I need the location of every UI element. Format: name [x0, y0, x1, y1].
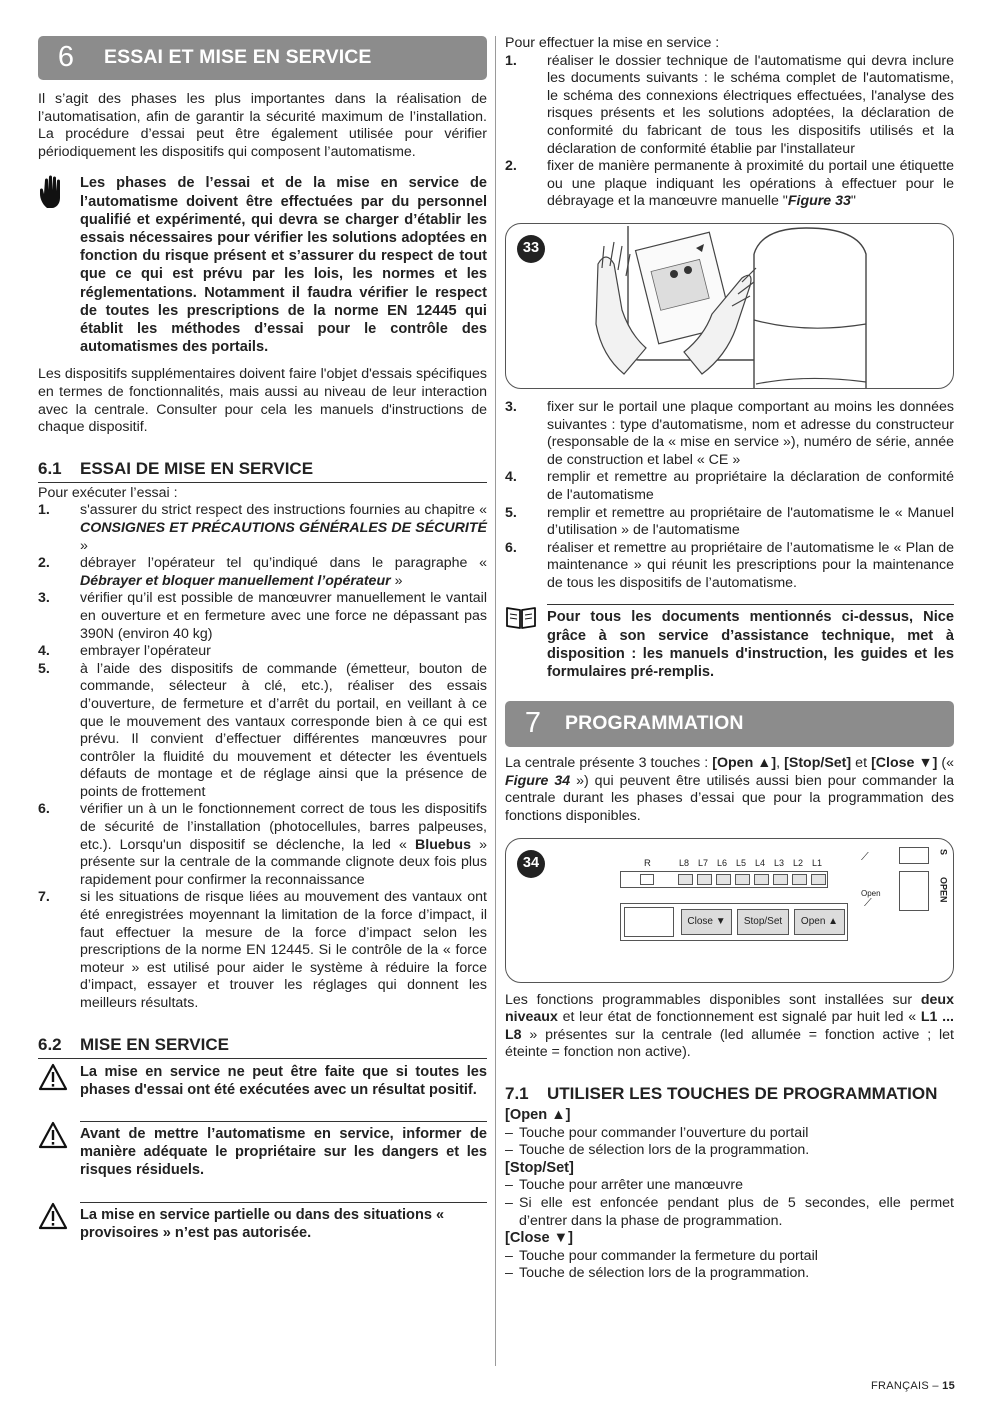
- item-text: remplir et remettre au propriétaire la déclaration de conformité de l'automatisme: [547, 469, 954, 503]
- item-text: [80, 801, 487, 889]
- section-title: UTILISER LES TOUCHES DE PROGRAMMATION: [547, 1084, 938, 1104]
- commissioning-steps-list-b: [505, 399, 954, 593]
- stop-hand-icon: [38, 174, 80, 356]
- left-column: [38, 36, 487, 1242]
- item-text-main: vérifier un à un le fonctionnement correct de tous les dispositifs de sécurité de l’installation (photocellules, barres palpeuses, etc.). Lorsqu'un dispositif se déclenche, la led «: [80, 801, 487, 853]
- release-label-illustration: [506, 224, 953, 389]
- footer-language: FRANÇAIS –: [871, 1380, 943, 1392]
- stop-set-key-heading: [Stop/Set]: [505, 1159, 574, 1176]
- warning-triangle-icon: [38, 1121, 80, 1180]
- programmable-levels-paragraph: [505, 992, 954, 1062]
- figure-reference: Figure 33: [787, 193, 851, 210]
- chapter-7-header: [505, 701, 954, 747]
- text-run: et leur état de fonctionnement est signalé par huit led «: [557, 1009, 921, 1026]
- led-label: L5: [736, 857, 747, 868]
- list-item: – Touche pour arrêter une manœuvre: [505, 1177, 743, 1194]
- blank-key: [624, 907, 674, 937]
- text-run: («: [937, 755, 955, 772]
- item-text: [80, 555, 487, 590]
- warning-box: [38, 1121, 487, 1180]
- terminal-block-open: [899, 871, 929, 911]
- item-number: 2.: [38, 555, 50, 572]
- led-label: L4: [755, 857, 766, 868]
- close-key-list: [505, 1248, 954, 1283]
- led-indicator: [697, 874, 712, 885]
- warning-text: La mise en service ne peut être faite que si toutes les phases d'essai ont été exécutées avec un résultat positif.: [80, 1063, 487, 1098]
- warning-box: [38, 1063, 487, 1099]
- stop-set-key-list: [505, 1177, 954, 1230]
- item-text: remplir et remettre au propriétaire de l'automatisme le « Manuel d’utilisation » de l'automatisme: [547, 504, 954, 539]
- list-item: – Touche pour commander l’ouverture du portail: [505, 1124, 809, 1141]
- item-text: à l’aide des dispositifs de commande (émetteur, bouton de commande, sélecteur à clé, etc.), réaliser des essais d’ouverture, de fermeture et d’arrêt du portail, en veillant à ce que le mouvement des vantaux corresponde bien à ce qui est prévu. Il convient d’effectuer différentes manœuvres pour contrôler la fluidité du mouvement et détecter les éventuels défauts de montage et de réglage ainsi que la présence de points de frottement: [80, 660, 487, 800]
- text-run: ») qui peuvent être utilisés aussi bien pour commander la centrale durant les phases d’essai que pour la programmation des fonctions disponibles.: [505, 772, 954, 825]
- item-number: 7.: [38, 889, 50, 906]
- reset-led: [640, 874, 654, 885]
- text-run: ,: [776, 755, 785, 772]
- text-run: La centrale présente 3 touches :: [505, 755, 713, 772]
- control-panel-illustration: [506, 839, 953, 983]
- keys-description: [505, 1107, 954, 1283]
- list-item: [38, 555, 487, 590]
- close-button[interactable]: Close ▼: [681, 909, 732, 935]
- open-key-label: [Open ▲]: [712, 755, 777, 772]
- item-number: 4.: [38, 643, 50, 660]
- list-item: [38, 889, 487, 1012]
- hand-warning-text: Les phases de l’essai et de la mise en service de l’automatisme doivent être effectuées par du personnel qualifié et expérimenté, qui devra se charger d’établir les essais nécessaires pour vérifier les solutions adoptées en fonction du risque présent et s’assurer du respect de tout que ce qui est prévu par les lois, les normes et les réglementations. Notamment il faudra vérifier le respect de toutes les prescriptions de la norme EN 12445 qui établit les méthodes d’essai pour le contrôle des automatismes des portails.: [80, 175, 487, 356]
- item-text: Touche pour arrêter une manœuvre: [519, 1177, 743, 1194]
- list-item: [505, 540, 954, 593]
- list-item: [505, 505, 954, 540]
- section-6-1-lead: Pour exécuter l’essai :: [38, 484, 178, 501]
- item-number: 1.: [38, 502, 50, 519]
- section-7-1-heading: [505, 1084, 954, 1103]
- list-item: – Touche de sélection lors de la programmation.: [505, 1265, 810, 1282]
- item-text: si les situations de risque liées au mouvement des vantaux ont été enregistrées moyennant la limitation de la force d’impact, il faut effectuer la mesure de la force d’impact selon les prescriptions de la norme EN 12445. Si le contrôle de la « force moteur » est utilisé pour aider le système à réduire la force d’impact, essayer et trouver les réglages qui donnent les meilleurs résultats.: [80, 889, 487, 1011]
- led-label: L8: [679, 857, 690, 868]
- item-text-end: »: [390, 572, 403, 589]
- figure-number-badge: 33: [517, 235, 545, 263]
- supplementary-devices-paragraph: Les dispositifs supplémentaires doivent faire l'objet d'essais spécifiques en termes de fonctionnalités, mais aussi au niveau de leur interaction avec la centrale. Consulter pour cela les manuels d'instructions de chaque dispositif.: [38, 366, 487, 436]
- terminal-s-label: S: [938, 848, 949, 855]
- list-item: – Si elle est enfoncée pendant plus de 5 secondes, elle permet d’entrer dans la phase de programmation.: [505, 1195, 954, 1229]
- led-indicator: [811, 874, 826, 885]
- item-number: 4.: [505, 469, 517, 486]
- section-number: 6.2: [38, 1034, 62, 1054]
- right-column: [505, 35, 954, 1283]
- terminal-block-s: [899, 847, 929, 864]
- warning-box: [38, 1202, 487, 1242]
- chapter-number: 6: [57, 41, 75, 74]
- list-item: [38, 643, 487, 661]
- stop-set-button[interactable]: Stop/Set: [737, 909, 789, 935]
- reset-led-label: R: [644, 857, 651, 869]
- section-number: 7.1: [505, 1084, 529, 1104]
- list-item: [38, 801, 487, 889]
- list-item: – Touche de sélection lors de la programmation.: [505, 1142, 810, 1159]
- switch-symbol-icon: ⟋: [861, 850, 869, 863]
- item-text-main: débrayer l’opérateur tel qu’indiqué dans le paragraphe «: [80, 555, 487, 572]
- figure-reference: Figure 34: [505, 772, 571, 789]
- item-text-end: » présente sur la centrale de la commande clignote deux fois plus rapidement pour confirmer la reconnaissance: [80, 836, 487, 888]
- figure-number-badge: 34: [517, 850, 545, 878]
- warning-text: La mise en service partielle ou dans des situations « provisoires » n’est pas autorisée.: [80, 1202, 487, 1242]
- list-item: [38, 502, 487, 555]
- item-number: 5.: [505, 504, 517, 521]
- led-row: [678, 874, 826, 885]
- item-number: 3.: [38, 590, 50, 607]
- led-indicator: [678, 874, 693, 885]
- chapter-reference: CONSIGNES ET PRÉCAUTIONS GÉNÉRALES DE SÉCURITÉ: [80, 519, 487, 536]
- commissioning-lead: Pour effectuer la mise en service :: [505, 35, 720, 51]
- item-text: fixer sur le portail une plaque comportant au moins les données suivantes : type d'automatisme, nom et adresse du constructeur (responsable de la « mise en service »), numéro de série, année de construction et label « CE »: [547, 398, 954, 468]
- bluebus-label: Bluebus: [415, 836, 471, 853]
- list-item: [38, 590, 487, 643]
- led-labels-row: [679, 855, 831, 873]
- text-run: » présentes sur la centrale (led allumée = fonction active ; let éteinte = fonction non active).: [505, 1026, 954, 1061]
- warning-text: Avant de mettre l’automatisme en service, informer de manière adéquate le propriétaire sur les dangers et les risques résiduels.: [80, 1121, 487, 1180]
- page-footer: [871, 1378, 955, 1396]
- programming-intro: [505, 755, 954, 825]
- paragraph-reference: Débrayer et bloquer manuellement l’opérateur: [80, 572, 391, 589]
- led-label: L1: [812, 857, 823, 868]
- list-item: – Touche pour commander la fermeture du portail: [505, 1247, 818, 1264]
- bold-text: deux niveaux: [505, 991, 954, 1026]
- item-text: [547, 158, 954, 211]
- chapter-number: 7: [524, 707, 542, 740]
- item-number: 5.: [38, 660, 50, 677]
- item-number: 2.: [505, 158, 517, 175]
- item-text-main: s'assurer du strict respect des instructions fournies au chapitre «: [80, 502, 487, 519]
- documents-note: [505, 604, 954, 681]
- list-item: [505, 469, 954, 504]
- chapter-title: ESSAI ET MISE EN SERVICE: [104, 46, 372, 69]
- led-indicator: [792, 874, 807, 885]
- item-number: 6.: [38, 801, 50, 818]
- section-6-1-heading: [38, 459, 487, 483]
- list-item: [505, 158, 954, 211]
- text-run: Les fonctions programmables disponibles sont installées sur: [505, 991, 921, 1008]
- led-indicator: [754, 874, 769, 885]
- item-text: [80, 502, 487, 555]
- terminal-open-label: OPEN: [938, 876, 949, 903]
- list-item: [505, 399, 954, 469]
- item-number: 1.: [505, 52, 517, 69]
- switch-symbol-icon: ⟋: [864, 896, 872, 909]
- item-number: 3.: [505, 398, 517, 415]
- item-text: Si elle est enfoncée pendant plus de 5 secondes, elle permet d’entrer dans la phase de programmation.: [519, 1195, 954, 1229]
- item-text: vérifier qu’il est possible de manœuvrer manuellement le vantail en ouverture et en fermeture avec une force ne dépassant pas 390N (environ 40 kg): [80, 590, 487, 642]
- hand-warning: [38, 174, 487, 356]
- intro-paragraph: Il s’agit des phases les plus importantes dans la réalisation de l’automatisation, afin de garantir la sécurité maximum de l’installation. La procédure d’essai peut être également utilisée pour vérifier périodiquement les dispositifs qui composent l’automatisme.: [38, 91, 487, 160]
- chapter-title: PROGRAMMATION: [565, 712, 744, 735]
- section-6-2-heading: [38, 1035, 487, 1059]
- test-steps-list: [38, 502, 487, 1012]
- led-label: L2: [793, 857, 804, 868]
- text-run: et: [851, 755, 872, 772]
- warning-triangle-icon: [38, 1063, 80, 1099]
- led-indicator: [773, 874, 788, 885]
- section-title: MISE EN SERVICE: [80, 1034, 229, 1054]
- item-text: réaliser et remettre au propriétaire de l’automatisme le « Plan de maintenance » qui réunit les prescriptions pour la maintenance de tous les dispositifs de l’automatisme.: [547, 539, 954, 591]
- open-button[interactable]: Open ▲: [794, 909, 845, 935]
- item-text: Touche pour commander la fermeture du portail: [519, 1247, 818, 1264]
- open-terminal-label: Open: [861, 888, 881, 898]
- item-text: Touche de sélection lors de la programmation.: [519, 1142, 810, 1159]
- item-text: embrayer l’opérateur: [80, 643, 211, 660]
- open-key-heading: [Open ▲]: [505, 1107, 571, 1124]
- item-text-main: fixer de manière permanente à proximité du portail une étiquette ou une plaque indiquant les opérations à effectuer pour le débrayage et la manœuvre manuelle ": [547, 158, 954, 210]
- section-title: ESSAI DE MISE EN SERVICE: [80, 458, 314, 478]
- led-indicator: [735, 874, 750, 885]
- commissioning-steps-list-a: [505, 53, 954, 211]
- led-label: L7: [698, 857, 709, 868]
- led-label: L6: [717, 857, 728, 868]
- list-item: [38, 661, 487, 802]
- item-text-end: »: [80, 537, 88, 554]
- figure-33: [505, 223, 954, 389]
- item-text: Touche de sélection lors de la programmation.: [519, 1265, 810, 1282]
- item-text: Touche pour commander l’ouverture du portail: [519, 1124, 809, 1141]
- column-divider: [495, 36, 496, 1366]
- close-key-label: [Close ▼]: [871, 755, 938, 772]
- warning-triangle-icon: [38, 1202, 80, 1242]
- stop-set-key-label: [Stop/Set]: [784, 755, 852, 772]
- led-label: L3: [774, 857, 785, 868]
- item-text: réaliser le dossier technique de l'automatisme qui devra inclure les documents suivants : le schéma complet de l'automatisme, le schéma des connexions électriques effectuées, l'analyse des risques présents et les solutions adoptées, la déclaration de conformité du fabricant de tous les dispositifs utilisés et la déclaration de conformité établie par l'installateur: [547, 52, 954, 157]
- item-text-end: ": [850, 193, 856, 210]
- open-book-icon: [505, 604, 547, 681]
- led-indicator: [716, 874, 731, 885]
- figure-34: [505, 838, 954, 983]
- list-item: [505, 53, 954, 159]
- open-key-list: [505, 1125, 954, 1160]
- led-range-label: L1 ... L8: [505, 1009, 954, 1043]
- item-number: 6.: [505, 539, 517, 556]
- chapter-6-header: [38, 36, 487, 80]
- close-key-heading: [Close ▼]: [505, 1230, 573, 1247]
- section-number: 6.1: [38, 458, 62, 478]
- page-number: 15: [942, 1380, 955, 1392]
- documents-note-text: Pour tous les documents mentionnés ci-dessus, Nice grâce à son service d’assistance technique, met à disposition : les manuels d'instruction, les guides et les formulaires pré-remplis.: [547, 604, 954, 681]
